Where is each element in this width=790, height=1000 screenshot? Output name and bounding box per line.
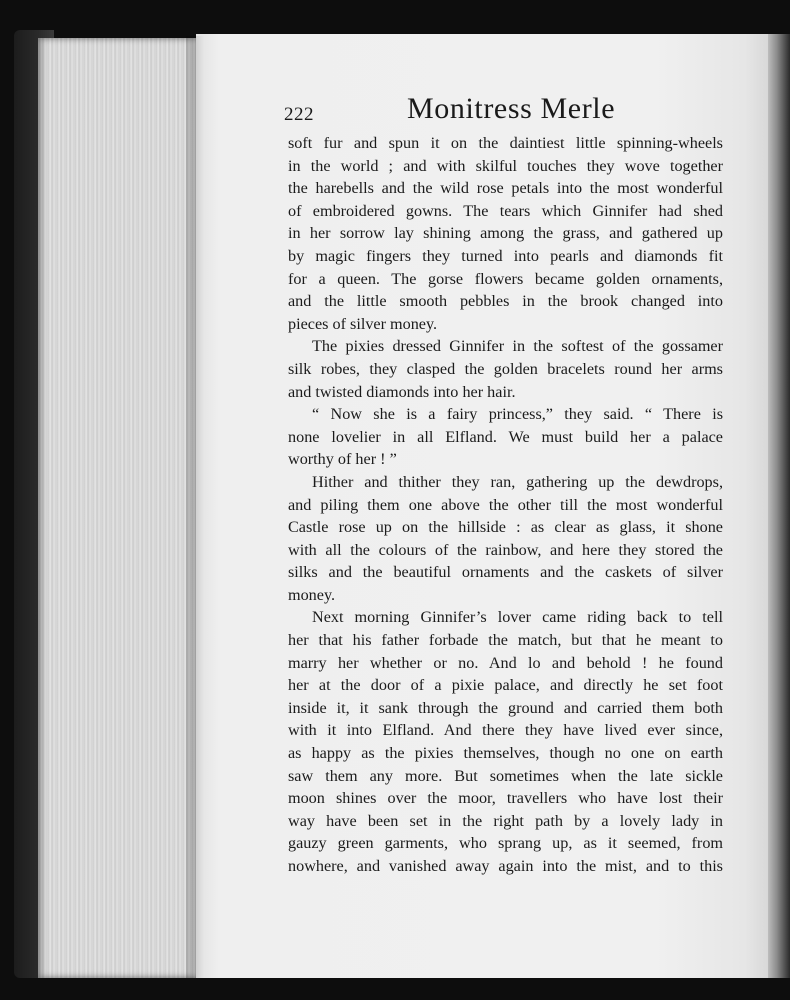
text-line: Castle rose up on the hillside : as clear as glass, it shone bbox=[288, 518, 723, 537]
text-line: “ Now she is a fairy princess,” they said. “ There is bbox=[312, 405, 723, 424]
text-line: The pixies dressed Ginnifer in the softest of the gossamer bbox=[312, 337, 723, 356]
text-line: way have been set in the right path by a lovely lady in bbox=[288, 811, 723, 830]
text-line: and the little smooth pebbles in the brook changed into bbox=[288, 292, 723, 311]
text-line: Next morning Ginnifer’s lover came riding back to tell bbox=[312, 608, 723, 627]
page-right-edge bbox=[768, 34, 790, 978]
page-gutter-shadow bbox=[186, 36, 204, 978]
text-line: in her sorrow lay shining among the grass, and gathered up bbox=[288, 224, 723, 243]
text-line: none lovelier in all Elfland. We must build her a palace bbox=[288, 427, 723, 446]
text-line: inside it, it sank through the ground and carried them both bbox=[288, 698, 723, 717]
text-line: of embroidered gowns. The tears which Ginnifer had shed bbox=[288, 201, 723, 220]
text-line: worthy of her ! ” bbox=[288, 450, 397, 469]
text-line: and twisted diamonds into her hair. bbox=[288, 382, 516, 401]
text-line: gauzy green garments, who sprang up, as it seemed, from bbox=[288, 834, 723, 853]
text-line: soft fur and spun it on the daintiest little spinning-wheels bbox=[288, 134, 723, 152]
text-line: marry her whether or no. And lo and behold ! he found bbox=[288, 653, 723, 672]
text-line: for a queen. The gorse flowers became golden ornaments, bbox=[288, 269, 723, 288]
text-line: pieces of silver money. bbox=[288, 314, 438, 333]
text-line: silk robes, they clasped the golden bracelets round her arms bbox=[288, 359, 723, 378]
text-line: her that his father forbade the match, but that he meant to bbox=[288, 631, 723, 650]
running-title: Monitress Merle bbox=[407, 92, 616, 125]
page-header bbox=[284, 92, 724, 132]
text-line: saw them any more. But sometimes when the late sickle bbox=[288, 766, 723, 785]
text-line: and piling them one above the other till the most wonderful bbox=[288, 495, 723, 514]
text-line: in the world ; and with skilful touches they wove together bbox=[288, 156, 723, 175]
stacked-page-edges bbox=[38, 38, 200, 978]
text-line: Hither and thither they ran, gathering up the dewdrops, bbox=[312, 472, 723, 491]
page-number: 222 bbox=[284, 104, 314, 125]
text-line: silks and the beautiful ornaments and the caskets of silver bbox=[288, 563, 723, 582]
text-line: with it into Elfland. And there they have lived ever since, bbox=[288, 721, 723, 740]
text-line: by magic fingers they turned into pearls and diamonds fit bbox=[288, 246, 723, 265]
text-line: moon shines over the moor, travellers who have lost their bbox=[288, 789, 723, 808]
text-line: with all the colours of the rainbow, and here they stored the bbox=[288, 540, 723, 559]
text-line: nowhere, and vanished away again into the mist, and to this bbox=[288, 857, 723, 875]
body-text bbox=[288, 132, 723, 878]
text-line: as happy as the pixies themselves, though no one on earth bbox=[288, 744, 723, 763]
text-line: her at the door of a pixie palace, and directly he set foot bbox=[288, 676, 723, 695]
text-line: the harebells and the wild rose petals into the most wonderful bbox=[288, 179, 723, 198]
text-line: money. bbox=[288, 585, 336, 604]
